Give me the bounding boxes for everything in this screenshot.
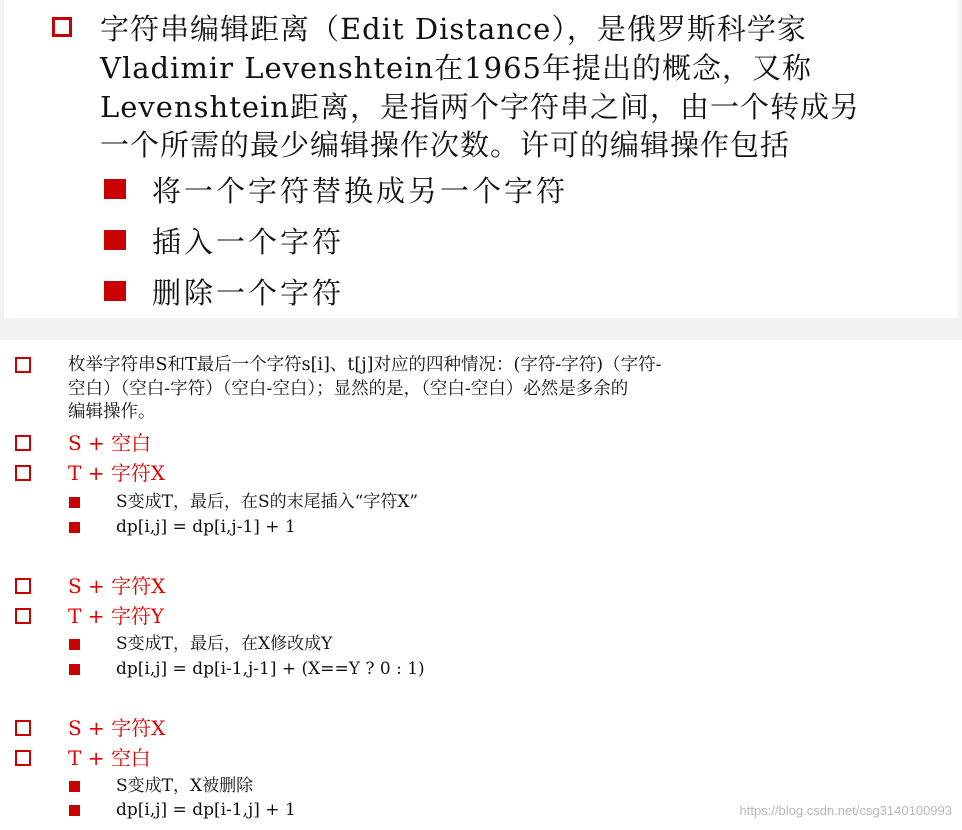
case1-t-label: T + 字符X — [68, 461, 166, 485]
case1-description: S变成T，最后，在S的末尾插入“字符X” — [116, 492, 419, 512]
hollow-square-bullet-icon — [15, 720, 31, 736]
case2-t-label: T + 字符Y — [68, 604, 165, 628]
filled-square-bullet-icon — [69, 781, 80, 792]
hollow-square-bullet-icon — [15, 465, 31, 481]
filled-square-bullet-icon — [104, 230, 126, 250]
intro-line-3: 编辑操作。 — [68, 402, 156, 422]
intro-line-2: 空白）（空白-字符）（空白-空白）；显然的是，（空白-空白）必然是多余的 — [68, 379, 629, 399]
operation-insert: 插入一个字符 — [152, 225, 345, 259]
case3-description: S变成T，X被删除 — [116, 776, 254, 796]
filled-square-bullet-icon — [104, 179, 126, 199]
definition-line-4: 一个所需的最少编辑操作次数。许可的编辑操作包括 — [100, 128, 791, 162]
case2-formula: dp[i,j] = dp[i-1,j-1] + (X==Y ? 0 : 1) — [116, 659, 425, 679]
filled-square-bullet-icon — [69, 805, 80, 816]
definition-line-2: Vladimir Levenshtein在1965年提出的概念，又称 — [100, 51, 812, 85]
watermark-url: https://blog.csdn.net/csg3140100993 — [739, 803, 952, 818]
case3-t-label: T + 空白 — [68, 746, 151, 770]
operation-delete: 删除一个字符 — [152, 276, 345, 310]
filled-square-bullet-icon — [69, 639, 80, 650]
slide-separator — [0, 318, 962, 340]
case3-s-label: S + 字符X — [68, 716, 166, 740]
hollow-square-bullet-icon — [15, 357, 31, 373]
definition-line-1: 字符串编辑距离（Edit Distance），是俄罗斯科学家 — [100, 12, 807, 46]
hollow-square-bullet-icon — [15, 750, 31, 766]
filled-square-bullet-icon — [69, 497, 80, 508]
operation-replace: 将一个字符替换成另一个字符 — [152, 174, 569, 208]
case2-description: S变成T，最后，在X修改成Y — [116, 634, 333, 654]
hollow-square-bullet-icon — [15, 578, 31, 594]
hollow-square-bullet-icon — [52, 17, 72, 37]
case3-formula: dp[i,j] = dp[i-1,j] + 1 — [116, 800, 296, 820]
intro-line-1: 枚举字符串S和T最后一个字符s[i]、t[j]对应的四种情况：(字符-字符)（字符- — [68, 355, 662, 375]
hollow-square-bullet-icon — [15, 608, 31, 624]
case1-formula: dp[i,j] = dp[i,j-1] + 1 — [116, 517, 296, 537]
definition-line-3: Levenshtein距离，是指两个字符串之间，由一个转成另 — [100, 90, 860, 124]
filled-square-bullet-icon — [69, 664, 80, 675]
case2-s-label: S + 字符X — [68, 574, 166, 598]
case1-s-label: S + 空白 — [68, 431, 152, 455]
hollow-square-bullet-icon — [15, 435, 31, 451]
filled-square-bullet-icon — [69, 522, 80, 533]
filled-square-bullet-icon — [104, 281, 126, 301]
